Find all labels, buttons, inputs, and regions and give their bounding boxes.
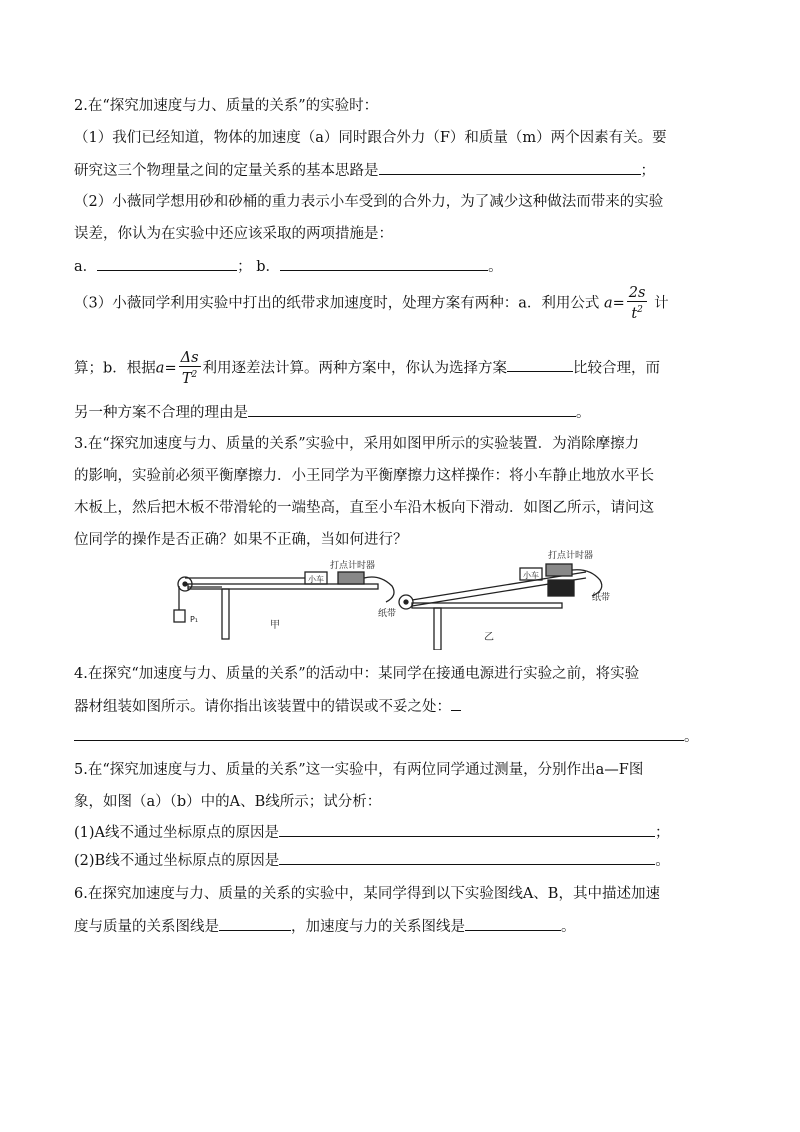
- formula1-numerator: 2s: [628, 285, 646, 301]
- formula2-denominator: $T^2$: [181, 370, 198, 387]
- q2-part3-ji: 计: [654, 295, 669, 312]
- q2-option-a-label: a．: [74, 259, 98, 275]
- q6-line1: 6.在探究加速度与力、质量的关系的实验中，某同学得到以下实验图线A、B，其中描述加速: [74, 886, 660, 902]
- q2-option-b-blank[interactable]: [280, 256, 488, 271]
- q2-part3-b1: 算；b．根据: [74, 360, 156, 377]
- q2-part2-line1: （2）小薇同学想用砂和砂桶的重力表示小车受到的合外力，为了减少这种做法而带来的实验: [74, 194, 664, 210]
- q2-part2-options: [74, 256, 503, 277]
- q5-a-end: ；: [655, 825, 670, 841]
- jia-mass-label: P₁: [190, 615, 199, 624]
- q5-a-text: (1)A线不通过坐标原点的原因是: [74, 825, 280, 841]
- q4-answer-blank[interactable]: [74, 726, 684, 741]
- formula1-denominator: $t^2$: [631, 305, 643, 322]
- q6-force-blank[interactable]: [465, 916, 561, 931]
- q2-part3-reason-text: 另一种方案不合理的理由是: [74, 405, 248, 421]
- yi-caption: 乙: [484, 632, 494, 643]
- q5-line2: 象，如图（a）（b）中的A、B线所示；试分析：: [74, 794, 382, 810]
- q6-mass-text: 度与质量的关系图线是: [74, 919, 219, 935]
- q4-line3: [74, 726, 699, 747]
- formula2-lhs: a: [155, 360, 165, 377]
- jia-timer-label: 打点计时器: [330, 561, 376, 571]
- q2-part1-line1: （1）我们已经知道，物体的加速度（a）同时跟合外力（F）和质量（m）两个因素有关。要: [74, 130, 667, 146]
- q5-a-blank[interactable]: [279, 822, 655, 837]
- q3-line2: 的影响，实验前必须平衡摩擦力．小王同学为平衡摩擦力这样操作：将小车静止地放水平长: [74, 468, 654, 484]
- q2-part3-line2: [74, 350, 660, 387]
- q2-part3-end: 。: [576, 405, 591, 421]
- yi-board: [412, 603, 562, 608]
- q5-b-end: 。: [655, 853, 670, 869]
- q2-part3-text: （3）小薇同学利用实验中打出的纸带求加速度时，处理方案有两种：a．利用公式: [74, 295, 600, 312]
- yi-tape-label: 纸带: [592, 593, 611, 603]
- figure-jia: [174, 572, 397, 639]
- q2-part3-b3: 比较合理，而: [573, 360, 661, 377]
- q2-part1-text: 研究这三个物理量之间的定量关系的基本思路是: [74, 163, 379, 179]
- q5-line3: [74, 822, 670, 843]
- q3-line3: 木板上，然后把木板不带滑轮的一端垫高，直至小车沿木板向下滑动．如图乙所示，请问这: [74, 500, 654, 516]
- jia-weight: [174, 610, 185, 622]
- q4-end: 。: [684, 729, 699, 745]
- formula2-fraction: [179, 350, 201, 387]
- q2-part1-line2: [74, 160, 655, 181]
- q2-part3-reason-blank[interactable]: [248, 402, 576, 417]
- q5-line4: [74, 850, 670, 871]
- formula1-eq: =: [612, 295, 625, 312]
- jia-tape-label: 纸带: [378, 609, 397, 619]
- figure-yi: [399, 564, 602, 650]
- formula2-eq: =: [164, 360, 177, 377]
- yi-cart-label: 小车: [523, 571, 539, 580]
- q2-option-sep: ；: [237, 259, 252, 275]
- q6-end: 。: [561, 919, 576, 935]
- jia-caption: 甲: [270, 620, 280, 631]
- formula2-numerator: Δs: [180, 350, 199, 366]
- q2-part3-line1: [74, 285, 669, 322]
- jia-table-leg: [222, 589, 229, 639]
- q4-line1: 4.在探究“加速度与力、质量的关系”的活动中：某同学在接通电源进行实验之前，将实验: [74, 666, 640, 682]
- q2-part3-scheme-blank[interactable]: [507, 357, 573, 372]
- q2-part3-line3: [74, 402, 591, 423]
- jia-cart-label: 小车: [308, 575, 324, 584]
- yi-wedge-block: [548, 580, 574, 596]
- yi-timer: [546, 564, 572, 576]
- formula1-lhs: a: [603, 295, 613, 312]
- q4-short-blank[interactable]: [451, 696, 461, 711]
- q6-mass-blank[interactable]: [219, 916, 291, 931]
- q2-part2-line2: 误差，你认为在实验中还应该采取的两项措施是：: [74, 226, 393, 242]
- q2-title: 2.在“探究加速度与力、质量的关系”的实验时：: [74, 98, 379, 114]
- q4-line2: [74, 696, 461, 717]
- q3-line4: 位同学的操作是否正确？如果不正确，当如何进行？: [74, 532, 408, 548]
- q6-force-text: ，加速度与力的关系图线是: [291, 919, 465, 935]
- q2-part3-b2: 利用逐差法计算。两种方案中，你认为选择方案: [202, 360, 508, 377]
- q6-line2: [74, 916, 576, 937]
- q2-option-end: 。: [488, 259, 503, 275]
- q2-option-a-blank[interactable]: [97, 256, 237, 271]
- q5-line1: 5.在“探究加速度与力、质量的关系”这一实验中，有两位同学通过测量，分别作出a—F图: [74, 762, 644, 778]
- formula1-fraction: [627, 285, 648, 322]
- q3-line1: 3.在“探究加速度与力、质量的关系”实验中，采用如图甲所示的实验装置．为消除摩擦力: [74, 436, 640, 452]
- q2-part1-answer-blank[interactable]: [379, 160, 641, 175]
- q2-option-b-label: b．: [256, 259, 281, 275]
- q4-line2-text: 器材组装如图所示。请你指出该装置中的错误或不妥之处：: [74, 699, 451, 715]
- q5-b-blank[interactable]: [279, 850, 655, 865]
- yi-table-leg: [434, 608, 441, 650]
- yi-timer-label: 打点计时器: [548, 551, 594, 561]
- q5-b-text: (2)B线不通过坐标原点的原因是: [74, 853, 280, 869]
- q2-part1-end: ；: [640, 163, 655, 179]
- apparatus-figure: [160, 550, 630, 650]
- jia-timer: [338, 572, 364, 584]
